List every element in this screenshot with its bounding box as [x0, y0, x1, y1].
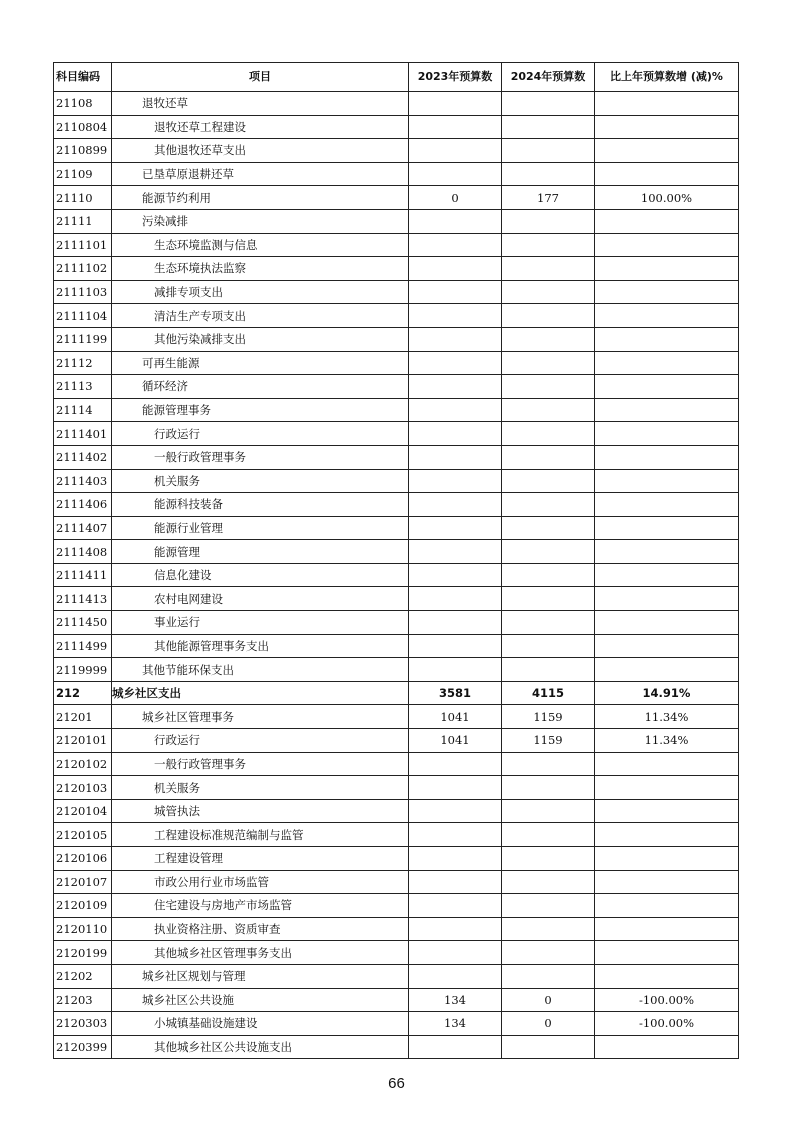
- item-name-cell: 减排专项支出: [112, 280, 409, 304]
- code-cell: 2111101: [54, 233, 112, 257]
- code-cell: 2111403: [54, 469, 112, 493]
- value-2024-cell: [502, 894, 595, 918]
- code-cell: 2120303: [54, 1012, 112, 1036]
- value-2024-cell: [502, 493, 595, 517]
- item-name-cell: 机关服务: [112, 469, 409, 493]
- table-row: [54, 705, 739, 729]
- code-cell: 21110: [54, 186, 112, 210]
- item-name-cell: 能源管理事务: [112, 398, 409, 422]
- code-cell: 21203: [54, 988, 112, 1012]
- value-2023-cell: [409, 398, 502, 422]
- header-2024: 2024年预算数: [502, 63, 595, 92]
- table-row: [54, 658, 739, 682]
- value-2023-cell: [409, 92, 502, 116]
- table-row: [54, 469, 739, 493]
- table-row: [54, 776, 739, 800]
- table-header-row: [54, 63, 739, 92]
- item-name-cell: 其他节能环保支出: [112, 658, 409, 682]
- change-percent-cell: [595, 92, 739, 116]
- table-row: [54, 280, 739, 304]
- table-row: [54, 351, 739, 375]
- table-row: [54, 941, 739, 965]
- change-percent-cell: [595, 1035, 739, 1059]
- change-percent-cell: [595, 115, 739, 139]
- value-2023-cell: [409, 139, 502, 163]
- table-row: [54, 398, 739, 422]
- value-2024-cell: [502, 658, 595, 682]
- table-row: [54, 186, 739, 210]
- item-name-cell: 能源节约利用: [112, 186, 409, 210]
- value-2024-cell: [502, 398, 595, 422]
- item-name-cell: 能源管理: [112, 540, 409, 564]
- change-percent-cell: [595, 847, 739, 871]
- change-percent-cell: -100.00%: [595, 1012, 739, 1036]
- table-row: [54, 493, 739, 517]
- change-percent-cell: 14.91%: [595, 681, 739, 705]
- value-2024-cell: [502, 351, 595, 375]
- value-2024-cell: 0: [502, 988, 595, 1012]
- value-2023-cell: [409, 587, 502, 611]
- item-name-cell: 其他能源管理事务支出: [112, 634, 409, 658]
- value-2024-cell: [502, 280, 595, 304]
- value-2023-cell: [409, 870, 502, 894]
- value-2023-cell: [409, 540, 502, 564]
- table-row: [54, 445, 739, 469]
- code-cell: 2111406: [54, 493, 112, 517]
- value-2023-cell: 1041: [409, 729, 502, 753]
- table-row: [54, 304, 739, 328]
- table-row: [54, 870, 739, 894]
- code-cell: 2120105: [54, 823, 112, 847]
- table-row: [54, 752, 739, 776]
- item-name-cell: 工程建设管理: [112, 847, 409, 871]
- value-2023-cell: [409, 611, 502, 635]
- table-row: [54, 917, 739, 941]
- change-percent-cell: 11.34%: [595, 729, 739, 753]
- item-name-cell: 其他污染减排支出: [112, 327, 409, 351]
- change-percent-cell: 100.00%: [595, 186, 739, 210]
- value-2023-cell: [409, 847, 502, 871]
- value-2023-cell: [409, 752, 502, 776]
- code-cell: 2111499: [54, 634, 112, 658]
- value-2024-cell: [502, 92, 595, 116]
- value-2024-cell: [502, 540, 595, 564]
- item-name-cell: 其他城乡社区管理事务支出: [112, 941, 409, 965]
- change-percent-cell: [595, 351, 739, 375]
- code-cell: 21202: [54, 964, 112, 988]
- item-name-cell: 工程建设标准规范编制与监管: [112, 823, 409, 847]
- item-name-cell: 污染减排: [112, 209, 409, 233]
- value-2023-cell: [409, 280, 502, 304]
- item-name-cell: 一般行政管理事务: [112, 752, 409, 776]
- value-2023-cell: [409, 634, 502, 658]
- value-2024-cell: [502, 516, 595, 540]
- value-2024-cell: 4115: [502, 681, 595, 705]
- value-2023-cell: [409, 375, 502, 399]
- value-2024-cell: [502, 634, 595, 658]
- table-row: [54, 587, 739, 611]
- item-name-cell: 市政公用行业市场监管: [112, 870, 409, 894]
- item-name-cell: 信息化建设: [112, 563, 409, 587]
- value-2024-cell: 0: [502, 1012, 595, 1036]
- change-percent-cell: [595, 469, 739, 493]
- value-2023-cell: [409, 209, 502, 233]
- code-cell: 2120104: [54, 799, 112, 823]
- table-row: [54, 139, 739, 163]
- table-body: [54, 92, 739, 1059]
- value-2023-cell: [409, 469, 502, 493]
- table-row: [54, 1012, 739, 1036]
- change-percent-cell: [595, 870, 739, 894]
- value-2023-cell: [409, 422, 502, 446]
- item-name-cell: 其他退牧还草支出: [112, 139, 409, 163]
- item-name-cell: 住宅建设与房地产市场监管: [112, 894, 409, 918]
- item-name-cell: 行政运行: [112, 422, 409, 446]
- table-row: [54, 894, 739, 918]
- change-percent-cell: [595, 964, 739, 988]
- table-row: [54, 209, 739, 233]
- value-2023-cell: [409, 563, 502, 587]
- table-row: [54, 611, 739, 635]
- table-row: [54, 92, 739, 116]
- change-percent-cell: [595, 540, 739, 564]
- item-name-cell: 城乡社区规划与管理: [112, 964, 409, 988]
- item-name-cell: 生态环境监测与信息: [112, 233, 409, 257]
- change-percent-cell: [595, 917, 739, 941]
- value-2024-cell: [502, 115, 595, 139]
- value-2024-cell: [502, 375, 595, 399]
- code-cell: 2111450: [54, 611, 112, 635]
- value-2023-cell: 134: [409, 988, 502, 1012]
- code-cell: 2120107: [54, 870, 112, 894]
- change-percent-cell: [595, 776, 739, 800]
- value-2024-cell: [502, 422, 595, 446]
- value-2023-cell: 3581: [409, 681, 502, 705]
- value-2023-cell: [409, 233, 502, 257]
- code-cell: 2120110: [54, 917, 112, 941]
- table-row: [54, 988, 739, 1012]
- value-2023-cell: [409, 776, 502, 800]
- table-row: [54, 257, 739, 281]
- code-cell: 2111407: [54, 516, 112, 540]
- change-percent-cell: [595, 563, 739, 587]
- value-2024-cell: [502, 823, 595, 847]
- table-row: [54, 964, 739, 988]
- value-2024-cell: [502, 870, 595, 894]
- value-2024-cell: [502, 209, 595, 233]
- header-2023: 2023年预算数: [409, 63, 502, 92]
- table-row: [54, 1035, 739, 1059]
- value-2023-cell: [409, 658, 502, 682]
- change-percent-cell: [595, 799, 739, 823]
- item-name-cell: 机关服务: [112, 776, 409, 800]
- value-2024-cell: [502, 847, 595, 871]
- change-percent-cell: [595, 398, 739, 422]
- value-2024-cell: [502, 941, 595, 965]
- code-cell: 21112: [54, 351, 112, 375]
- item-name-cell: 行政运行: [112, 729, 409, 753]
- item-name-cell: 其他城乡社区公共设施支出: [112, 1035, 409, 1059]
- value-2023-cell: 0: [409, 186, 502, 210]
- code-cell: 2119999: [54, 658, 112, 682]
- value-2024-cell: 177: [502, 186, 595, 210]
- code-cell: 2120199: [54, 941, 112, 965]
- value-2024-cell: [502, 964, 595, 988]
- change-percent-cell: [595, 233, 739, 257]
- code-cell: 2111401: [54, 422, 112, 446]
- code-cell: 2111411: [54, 563, 112, 587]
- item-name-cell: 一般行政管理事务: [112, 445, 409, 469]
- table-row: [54, 233, 739, 257]
- table-row: [54, 823, 739, 847]
- value-2024-cell: 1159: [502, 729, 595, 753]
- item-name-cell: 能源行业管理: [112, 516, 409, 540]
- value-2024-cell: [502, 233, 595, 257]
- table-row: [54, 115, 739, 139]
- value-2024-cell: [502, 799, 595, 823]
- value-2023-cell: [409, 257, 502, 281]
- change-percent-cell: [595, 445, 739, 469]
- value-2024-cell: [502, 162, 595, 186]
- change-percent-cell: [595, 894, 739, 918]
- code-cell: 2120101: [54, 729, 112, 753]
- table-row: [54, 327, 739, 351]
- value-2024-cell: [502, 776, 595, 800]
- code-cell: 2120103: [54, 776, 112, 800]
- budget-table: [53, 62, 739, 1059]
- value-2024-cell: [502, 563, 595, 587]
- value-2023-cell: [409, 115, 502, 139]
- value-2023-cell: [409, 941, 502, 965]
- change-percent-cell: [595, 209, 739, 233]
- change-percent-cell: -100.00%: [595, 988, 739, 1012]
- value-2023-cell: [409, 493, 502, 517]
- change-percent-cell: [595, 304, 739, 328]
- code-cell: 212: [54, 681, 112, 705]
- table-row: [54, 563, 739, 587]
- value-2024-cell: [502, 1035, 595, 1059]
- item-name-cell: 城管执法: [112, 799, 409, 823]
- code-cell: 2111408: [54, 540, 112, 564]
- item-name-cell: 城乡社区管理事务: [112, 705, 409, 729]
- item-name-cell: 农村电网建设: [112, 587, 409, 611]
- change-percent-cell: [595, 516, 739, 540]
- value-2024-cell: 1159: [502, 705, 595, 729]
- value-2023-cell: [409, 964, 502, 988]
- change-percent-cell: [595, 493, 739, 517]
- value-2023-cell: [409, 917, 502, 941]
- item-name-cell: 事业运行: [112, 611, 409, 635]
- code-cell: 2111413: [54, 587, 112, 611]
- item-name-cell: 清洁生产专项支出: [112, 304, 409, 328]
- code-cell: 2120102: [54, 752, 112, 776]
- change-percent-cell: [595, 941, 739, 965]
- change-percent-cell: [595, 634, 739, 658]
- change-percent-cell: [595, 611, 739, 635]
- value-2023-cell: [409, 799, 502, 823]
- header-change: 比上年预算数增 (减)%: [595, 63, 739, 92]
- value-2023-cell: 134: [409, 1012, 502, 1036]
- value-2024-cell: [502, 327, 595, 351]
- value-2023-cell: [409, 304, 502, 328]
- code-cell: 2120399: [54, 1035, 112, 1059]
- value-2023-cell: [409, 327, 502, 351]
- code-cell: 2111103: [54, 280, 112, 304]
- value-2024-cell: [502, 445, 595, 469]
- change-percent-cell: [595, 375, 739, 399]
- change-percent-cell: [595, 327, 739, 351]
- code-cell: 21201: [54, 705, 112, 729]
- code-cell: 2111104: [54, 304, 112, 328]
- table-row: [54, 799, 739, 823]
- page-number: 66: [388, 1075, 405, 1092]
- change-percent-cell: [595, 752, 739, 776]
- table-row: [54, 516, 739, 540]
- code-cell: 2110804: [54, 115, 112, 139]
- change-percent-cell: [595, 162, 739, 186]
- change-percent-cell: [595, 422, 739, 446]
- code-cell: 21114: [54, 398, 112, 422]
- value-2023-cell: [409, 351, 502, 375]
- table-row: [54, 634, 739, 658]
- item-name-cell: 退牧还草: [112, 92, 409, 116]
- value-2024-cell: [502, 611, 595, 635]
- item-name-cell: 生态环境执法监察: [112, 257, 409, 281]
- table-row: [54, 375, 739, 399]
- code-cell: 21109: [54, 162, 112, 186]
- value-2023-cell: [409, 445, 502, 469]
- value-2023-cell: [409, 162, 502, 186]
- table-row: [54, 540, 739, 564]
- value-2023-cell: [409, 823, 502, 847]
- table-row: [54, 162, 739, 186]
- change-percent-cell: [595, 823, 739, 847]
- table-row: [54, 729, 739, 753]
- code-cell: 21111: [54, 209, 112, 233]
- table-row: [54, 422, 739, 446]
- item-name-cell: 城乡社区公共设施: [112, 988, 409, 1012]
- change-percent-cell: [595, 257, 739, 281]
- item-name-cell: 可再生能源: [112, 351, 409, 375]
- value-2024-cell: [502, 304, 595, 328]
- code-cell: 2111402: [54, 445, 112, 469]
- code-cell: 2120106: [54, 847, 112, 871]
- value-2024-cell: [502, 752, 595, 776]
- header-code: 科目编码: [54, 63, 112, 92]
- value-2024-cell: [502, 469, 595, 493]
- item-name-cell: 循环经济: [112, 375, 409, 399]
- code-cell: 2110899: [54, 139, 112, 163]
- code-cell: 21108: [54, 92, 112, 116]
- value-2024-cell: [502, 917, 595, 941]
- header-item: 项目: [112, 63, 409, 92]
- item-name-cell: 已垦草原退耕还草: [112, 162, 409, 186]
- item-name-cell: 能源科技装备: [112, 493, 409, 517]
- change-percent-cell: [595, 658, 739, 682]
- value-2024-cell: [502, 587, 595, 611]
- change-percent-cell: 11.34%: [595, 705, 739, 729]
- code-cell: 2111199: [54, 327, 112, 351]
- code-cell: 2111102: [54, 257, 112, 281]
- item-name-cell: 退牧还草工程建设: [112, 115, 409, 139]
- code-cell: 2120109: [54, 894, 112, 918]
- change-percent-cell: [595, 587, 739, 611]
- table-row: [54, 847, 739, 871]
- value-2023-cell: 1041: [409, 705, 502, 729]
- value-2023-cell: [409, 516, 502, 540]
- code-cell: 21113: [54, 375, 112, 399]
- item-name-cell: 执业资格注册、资质审查: [112, 917, 409, 941]
- table-row: [54, 681, 739, 705]
- value-2023-cell: [409, 894, 502, 918]
- item-name-cell: 城乡社区支出: [112, 681, 409, 705]
- value-2023-cell: [409, 1035, 502, 1059]
- item-name-cell: 小城镇基础设施建设: [112, 1012, 409, 1036]
- value-2024-cell: [502, 139, 595, 163]
- value-2024-cell: [502, 257, 595, 281]
- change-percent-cell: [595, 139, 739, 163]
- change-percent-cell: [595, 280, 739, 304]
